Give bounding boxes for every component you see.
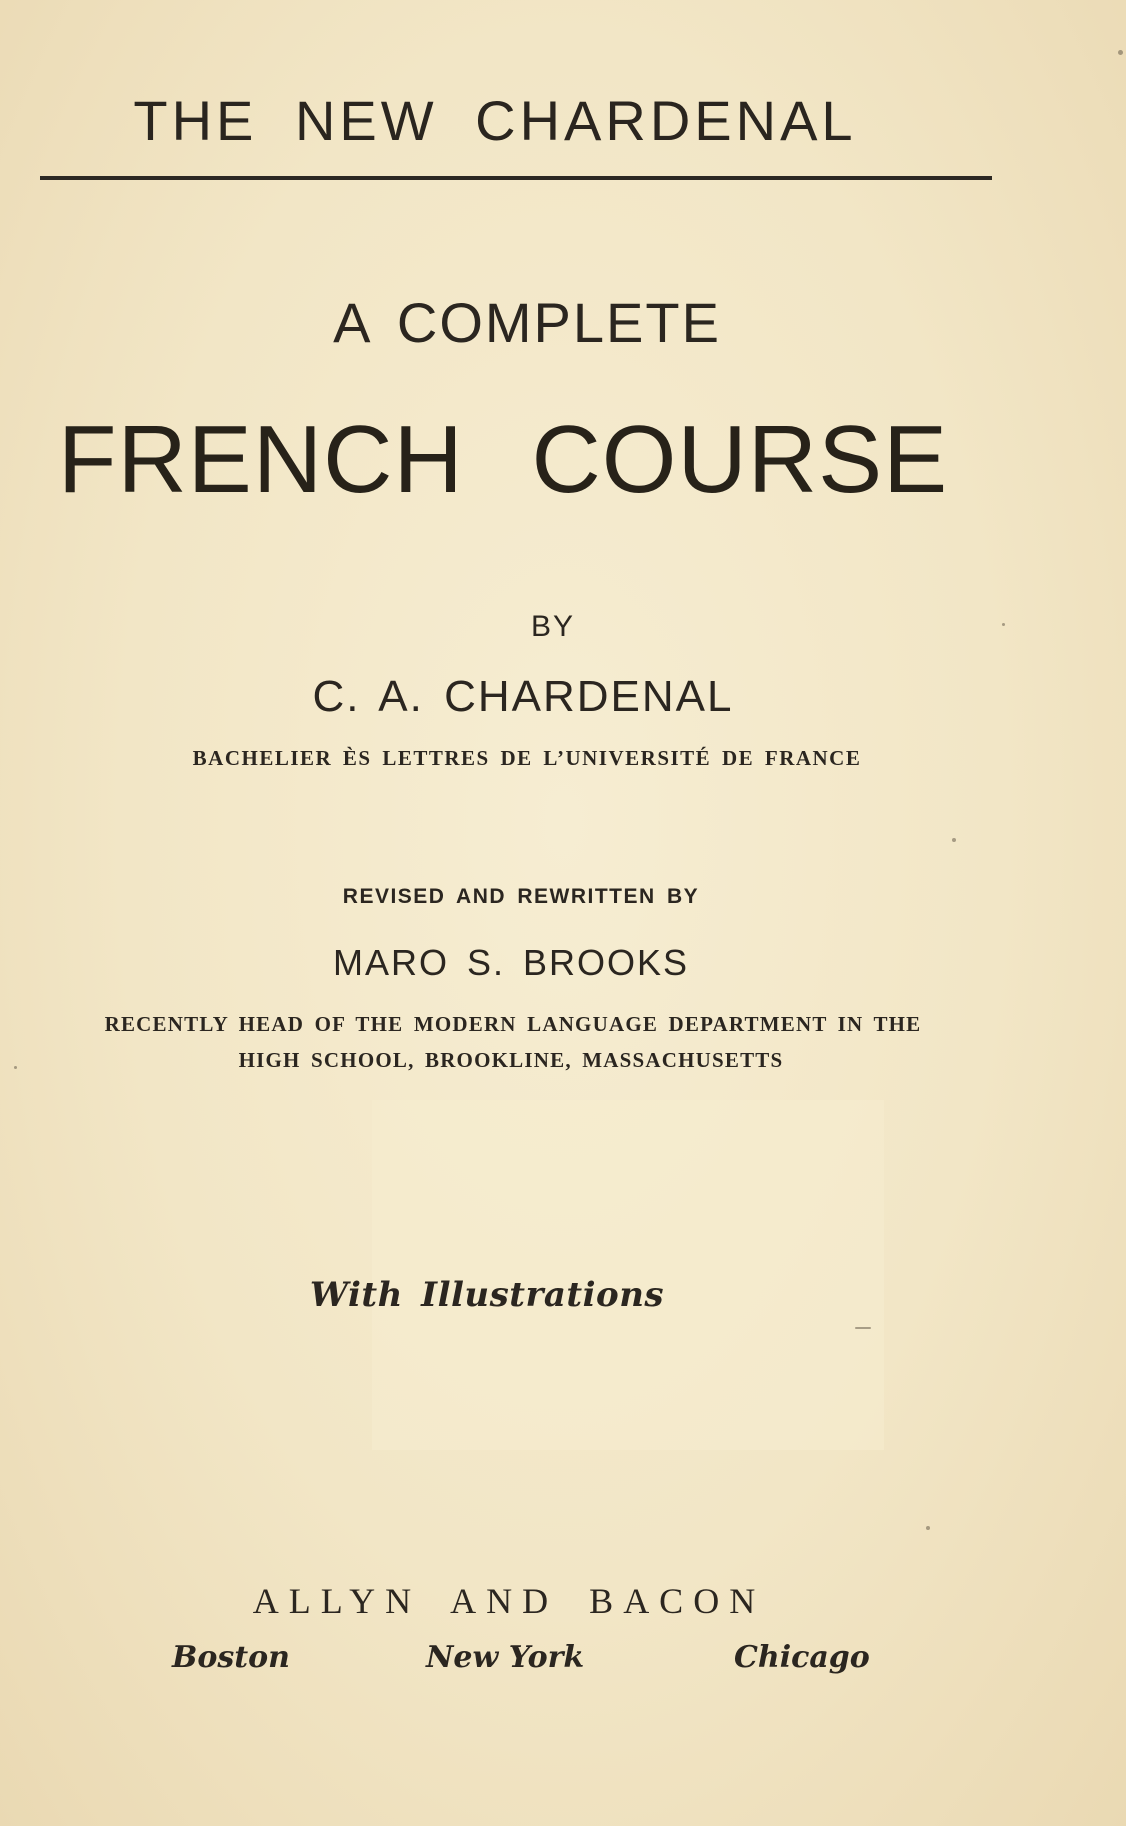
paper-speck [1118,50,1123,55]
author-credential: BACHELIER ÈS LETTRES DE L’UNIVERSITÉ DE FRANCE [192,746,862,770]
paper-speck [14,1066,17,1069]
reviser-label: REVISED AND REWRITTEN BY [342,885,700,908]
main-title: FRENCH COURSE [57,406,949,513]
by-label: BY [530,610,576,643]
city-chicago: Chicago [734,1640,870,1675]
author-name: C. A. CHARDENAL [312,672,734,721]
paper-speck [952,838,956,842]
city-new-york: New York [426,1640,585,1675]
publisher-name: ALLYN AND BACON [252,1581,766,1621]
paper-speck [926,1526,930,1530]
series-title: THE NEW CHARDENAL [133,89,857,152]
illustrations-note: With Illustrations [309,1275,665,1315]
reviser-credential-line2: HIGH SCHOOL, BROOKLINE, MASSACHUSETTS [238,1048,784,1072]
paper-speck [1002,623,1005,626]
paper-speck [855,1327,871,1329]
reviser-name: MARO S. BROOKS [332,942,690,983]
title-rule [40,176,992,180]
subtitle: A COMPLETE [333,291,721,354]
reviser-credential-line1: RECENTLY HEAD OF THE MODERN LANGUAGE DEPARTMENT IN THE [104,1012,922,1036]
city-boston: Boston [172,1640,290,1675]
